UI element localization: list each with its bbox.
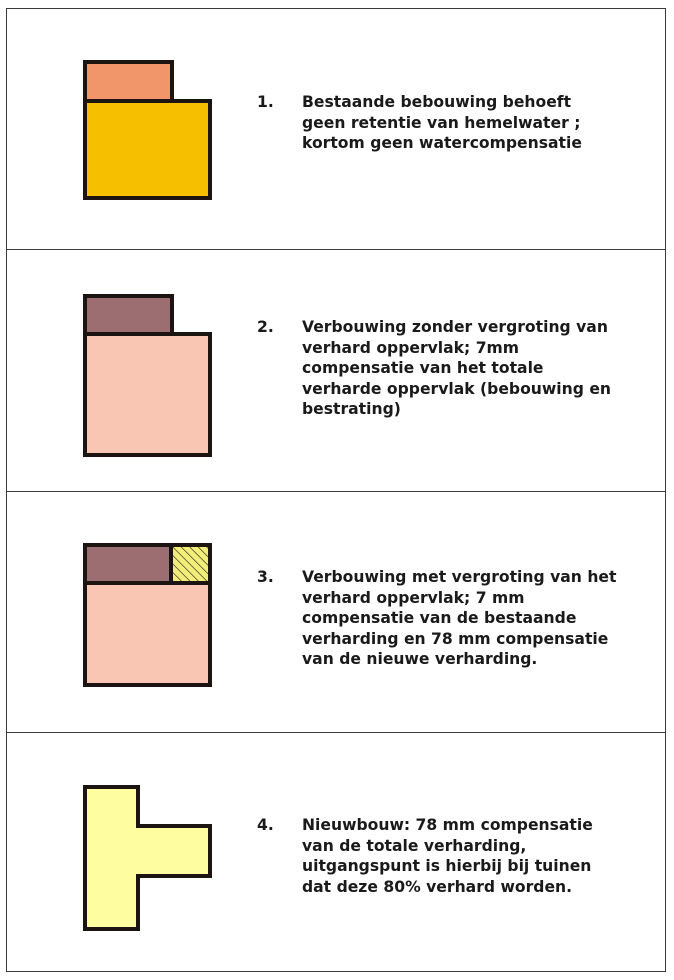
item-number: 2.	[257, 318, 274, 336]
building-shape	[85, 334, 210, 455]
existing-main-shape	[85, 101, 210, 198]
renovation-without-expansion-icon	[7, 250, 247, 492]
item-description: Verbouwing zonder vergroting van verhard oppervlak; 7mm compensatie van het totale verharde oppervlak (bebouwing en bestrating)	[302, 318, 612, 418]
legend-row-3	[7, 492, 665, 733]
existing-annex-shape	[85, 62, 172, 101]
legend-row-1	[7, 9, 665, 250]
existing-paved-shape	[85, 296, 172, 334]
item-number: 4.	[257, 816, 274, 834]
legend-row-4	[7, 733, 665, 971]
existing-paved-shape	[87, 547, 170, 581]
legend-table	[6, 8, 666, 972]
item-description: Nieuwbouw: 78 mm compensatie van de totale verharding, uitgangspunt is hierbij bij tuinen dat deze 80% verhard worden.	[302, 816, 593, 896]
new-paved-hatched-shape	[172, 547, 208, 581]
renovation-with-expansion-icon	[7, 492, 247, 733]
new-building-t-shape	[85, 787, 210, 929]
new-building-icon	[7, 733, 247, 971]
item-description: Bestaande bebouwing behoeft geen retentie van hemelwater ; kortom geen watercompensatie	[302, 93, 582, 152]
item-number: 3.	[257, 568, 274, 586]
existing-building-icon	[7, 9, 247, 250]
item-number: 1.	[257, 93, 274, 111]
item-description: Verbouwing met vergroting van het verhard oppervlak; 7 mm compensatie van de bestaande verharding en 78 mm compensatie van de nieuwe verharding.	[302, 568, 617, 668]
legend-row-2	[7, 250, 665, 492]
